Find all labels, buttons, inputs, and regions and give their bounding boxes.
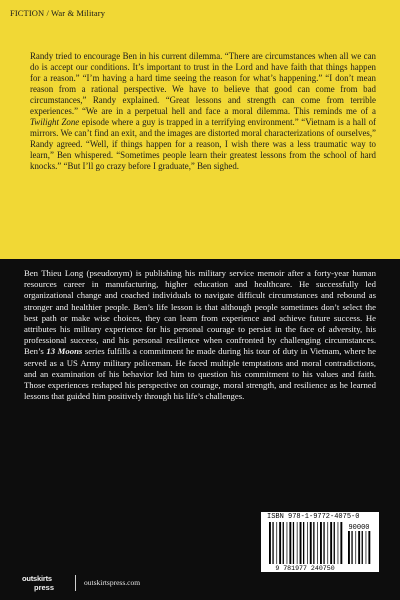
barcode-graphic xyxy=(267,522,373,572)
logo-wordmark: outskirts xyxy=(22,574,52,583)
barcode-number-text: 9 781977 240750 xyxy=(275,565,335,572)
bio-paragraph xyxy=(24,268,376,402)
bio-series-title: 13 Moons xyxy=(46,346,83,357)
excerpt-text-part2: episode where a guy is trapped in a terrifying environment.” “Vietnam is a hall of mirrors. We can’t find an exit, and the images are distorted moral characterizations of ourselves,” Randy agreed. “Well, if things happen for a reason, I wish there was a less traumatic way to learn,” Ben whispered. “Sometimes people learn their greatest lessons from the school of hard knocks.” “But I’ll go crazy before I graduate,” Ben sighed. xyxy=(30,117,376,171)
publisher-block xyxy=(22,572,222,594)
excerpt-italic-title: Twilight Zone xyxy=(30,117,80,127)
excerpt-text-part1: Randy tried to encourage Ben in his current dilemma. “There are circumstances when all we can do is accept our conditions. It’s important to trust in the Lord and have faith that things happen for a reason.” “I’m having a hard time seeing the reason for what’s happening.” “I don’t mean reason from a rational perspective. We have to believe that good can come from bad circumstances,” Randy explained. “Great lessons and strength can come from terrible experiences.” “We are in a perpetual hell and face a moral dilemma. This reminds me of a xyxy=(30,51,376,116)
excerpt-paragraph xyxy=(30,51,376,172)
genre-label: FICTION / War & Military xyxy=(10,8,106,18)
isbn-barcode xyxy=(261,512,379,572)
author-bio xyxy=(24,268,376,402)
story-excerpt xyxy=(30,51,376,172)
isbn-text: ISBN 978-1-9772-4075-0 xyxy=(267,513,360,521)
price-code-text: 90000 xyxy=(348,524,370,532)
bio-text-part1: Ben Thieu Long (pseudonym) is publishing his military service memoir after a forty-year human resources career in manufacturing, higher education and healthcare. He successfully led organizational change and coached individuals to navigate difficult circumstances and rebound as stronger and healthier people. Ben’s life lesson is that although people sometimes don’t select the best path or make wise choices, they can learn from experience and achieve future success. He attributes his military experience for his personal courage to persist in the face of adversity, his professional success, and his personal resilience when confronted by challenging circumstances. Ben’s xyxy=(24,268,376,357)
logo-subtitle: press xyxy=(34,583,55,592)
publisher-logo xyxy=(22,572,68,594)
publisher-url: outskirtspress.com xyxy=(84,578,141,587)
publisher-divider xyxy=(75,575,76,591)
bio-text-part2: series fulfills a commitment he made during his tour of duty in Vietnam, where he served as a US Army military policeman. He faced multiple temptations and moral contradictions, and an examination of his behavior led him to question his commitment to his values and faith. Those experiences reshaped his perspective on courage, moral strength, and resilience as he learned lessons that guided him positively through his life’s challenges. xyxy=(24,346,376,402)
